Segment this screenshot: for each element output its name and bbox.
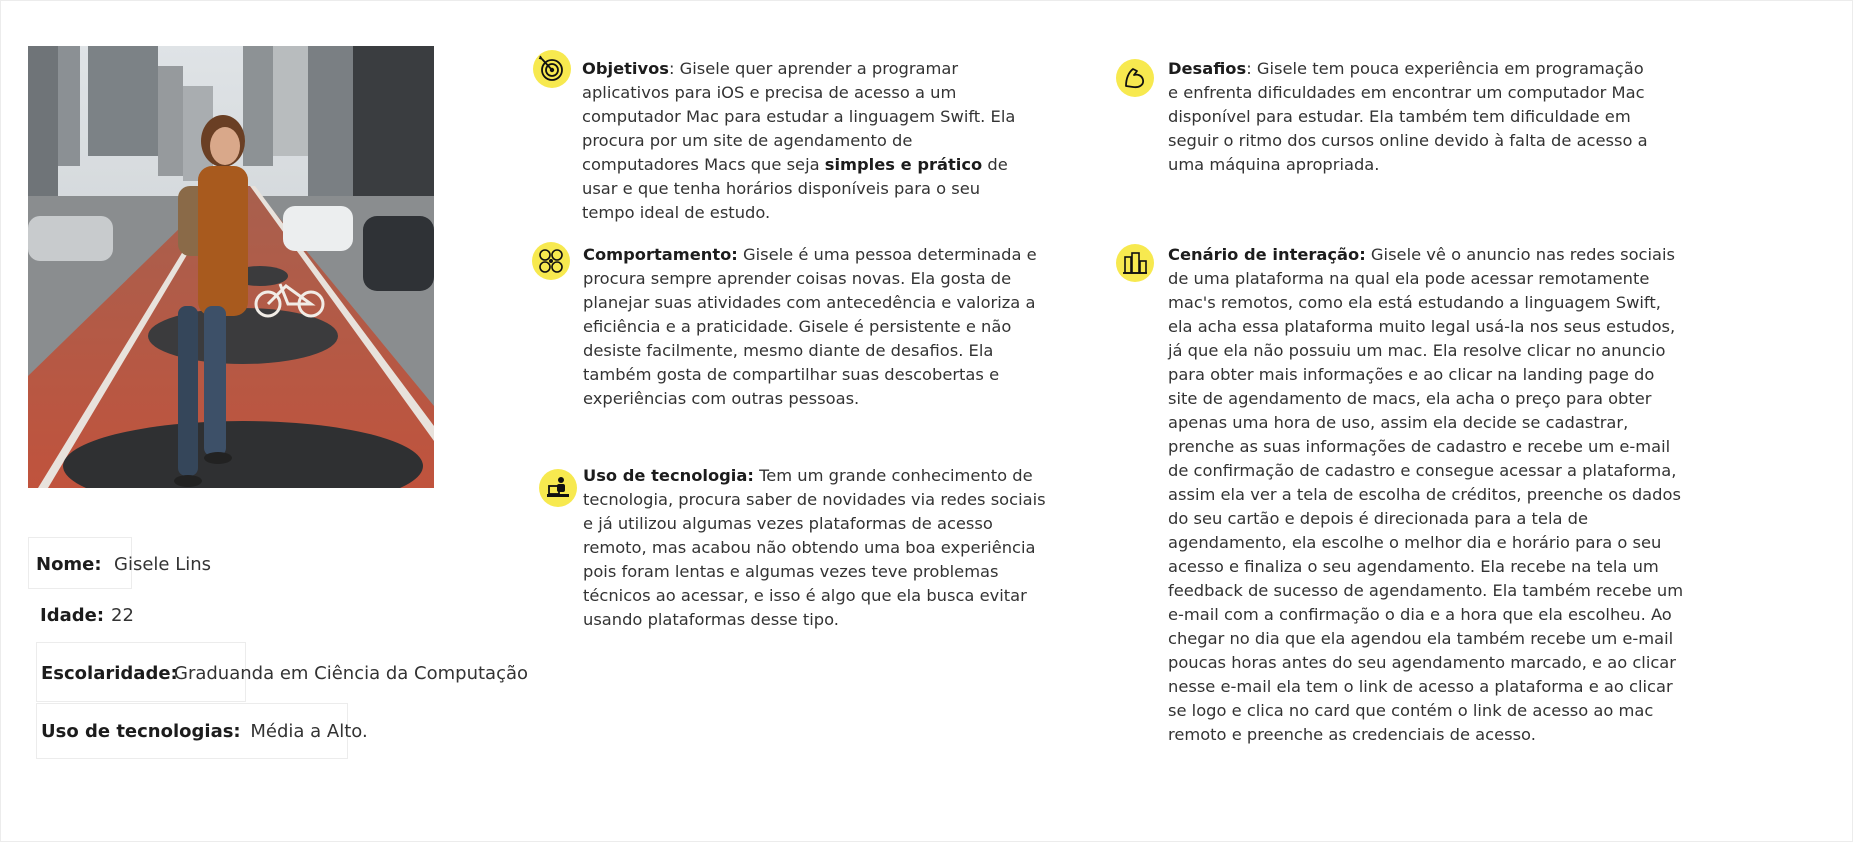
objectives-text-b: de usar e que tenha horários disponíveis para o seu tempo ideal de estudo. [582, 155, 1008, 222]
technology-title: Uso de tecnologia: [583, 466, 754, 485]
name-label: Nome: [36, 554, 102, 575]
flexed-arm-icon [1116, 59, 1154, 97]
info-name [28, 537, 212, 589]
tech-usage-label: Uso de tecnologias: [41, 721, 241, 742]
laptop-user-icon [539, 469, 577, 507]
behavior-text: Gisele é uma pessoa determinada e procura sempre aprender coisas novas. Ela gosta de planejar suas atividades com antecedência e valoriza a eficiência e a praticidade. Gisele é persistente e não desiste facilmente, mesmo diante de desafios. Ela também gosta de compartilhar suas descobertas e experiências com outras pessoas. [583, 245, 1037, 408]
challenges-section [1168, 57, 1648, 177]
target-icon [533, 50, 571, 88]
objectives-title: Objetivos [582, 59, 669, 78]
age-label: Idade: [40, 605, 105, 626]
technology-text: Tem um grande conhecimento de tecnologia, procura saber de novidades via redes sociais e já utilizou algumas vezes plataformas de acesso remoto, mas acabou não obtendo uma boa experiência pois foram lentas e algumas vezes teve problemas técnicos ao acessar, e isso é algo que ela busca evitar usando plataformas desse tipo. [583, 466, 1046, 629]
info-age [34, 592, 134, 636]
challenges-title: Desafios [1168, 59, 1247, 78]
name-value: Gisele Lins [114, 554, 212, 575]
challenges-text: : Gisele tem pouca experiência em programação e enfrenta dificuldades em encontrar um computador Mac disponível para estudar. Ela também tem dificuldade em seguir o ritmo dos cursos online devido à falta de acesso a uma máquina apropriada. [1168, 59, 1648, 174]
education-label: Escolaridade: [41, 663, 178, 684]
city-scene-icon [1116, 244, 1154, 282]
info-education [36, 642, 529, 702]
persona-photo [28, 46, 434, 488]
tech-usage-value: Média a Alto. [250, 721, 368, 742]
scenario-section [1168, 243, 1688, 747]
age-value: 22 [111, 605, 134, 626]
education-value: Graduanda em Ciência da Computação [174, 663, 529, 684]
scenario-title: Cenário de interação: [1168, 245, 1366, 264]
persona-photo-illustration [28, 46, 434, 488]
objectives-emphasis: simples e prático [824, 155, 983, 174]
technology-section [583, 464, 1058, 632]
scenario-text: Gisele vê o anuncio nas redes sociais de uma plataforma na qual ela pode acessar remotamente mac's remotos, como ela está estudando a linguagem Swift, ela acha essa plataforma muito legal usá-la nos seus estudos, já que ela não possuiu um mac. Ela resolve clicar no anuncio para obter mais informações e ao clicar na landing page do site de agendamento de macs, ela acha o preço para obter apenas uma hora de uso, assim ela decide se cadastrar, prenche as suas informações de cadastro e recebe um e-mail de confirmação de cadastro e consegue acessar a plataforma, assim ela ver a tela de escolha de créditos, preenche os dados do seu cartão e depois é direcionada para a tela de agendamento, ela escolhe o melhor dia e horário para o seu acesso e finaliza o seu agendamento. Ela recebe na tela um feedback de sucesso de agendamento. Ela também recebe um e-mail com a confirmação o dia e a hora que ela escolheu. Ao chegar no dia que ela agendou ela também recebe um e-mail poucas horas antes do seu agendamento marcado, e ao clicar nesse e-mail ela tem o link de acesso a plataforma e ao clicar se logo e clica no card que contém o link de acesso ao mac remoto e preenche as credenciais de acesso. [1168, 245, 1684, 744]
behavior-section [583, 243, 1053, 411]
behavior-icon [532, 242, 570, 280]
objectives-section [582, 57, 1022, 225]
behavior-title: Comportamento: [583, 245, 738, 264]
objectives-text-a: : Gisele quer aprender a programar aplicativos para iOS e precisa de acesso a um computador Mac para estudar a linguagem Swift. Ela procura por um site de agendamento de computadores Macs que seja [582, 59, 1016, 174]
info-tech-usage [36, 703, 368, 759]
